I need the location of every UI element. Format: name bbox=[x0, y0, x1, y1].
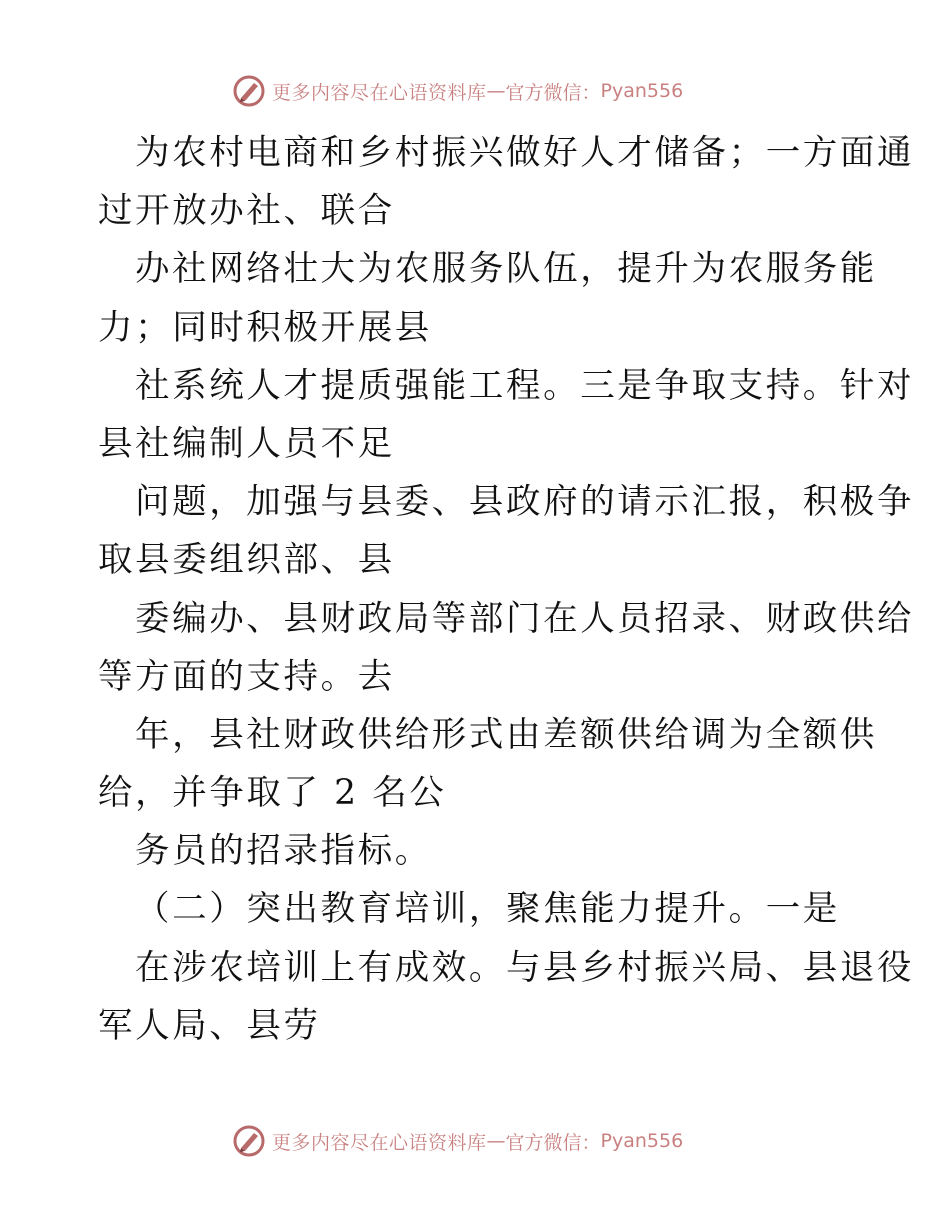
watermark-wechat-id: Pyan556 bbox=[600, 1130, 684, 1152]
text-line: 军人局、县劳 bbox=[98, 1005, 321, 1046]
watermark-main-text: 更多内容尽在心语资料库 bbox=[272, 81, 487, 104]
watermark-separator: — bbox=[486, 1130, 506, 1152]
text-line: 力；同时积极开展县 bbox=[98, 307, 432, 348]
pen-seal-icon bbox=[232, 74, 266, 108]
watermark-main-text: 更多内容尽在心语资料库 bbox=[272, 1131, 487, 1154]
text-line: 县社编制人员不足 bbox=[98, 423, 395, 464]
text-line: 委编办、县财政局等部门在人员招录、财政供给 bbox=[135, 598, 915, 639]
document-body bbox=[98, 124, 915, 1055]
watermark-separator: — bbox=[486, 80, 506, 102]
text-line: 取县委组织部、县 bbox=[98, 540, 395, 581]
text-line: 年，县社财政供给形式由差额供给调为全额供 bbox=[135, 714, 877, 755]
watermark-sub-text: 官方微信： bbox=[505, 81, 601, 104]
text-line: 务员的招录指标。 bbox=[135, 831, 432, 872]
watermark-wechat-id: Pyan556 bbox=[600, 80, 684, 102]
pen-seal-icon bbox=[232, 1124, 266, 1158]
text-line: 办社网络壮大为农服务队伍，提升为农服务能 bbox=[135, 249, 877, 290]
text-line: 给，并争取了 2 名公 bbox=[98, 773, 447, 814]
text-line: （二）突出教育培训，聚焦能力提升。一是 bbox=[135, 889, 840, 930]
text-line: 在涉农培训上有成效。与县乡村振兴局、县退役 bbox=[135, 947, 915, 988]
text-line: 过开放办社、联合 bbox=[98, 191, 395, 232]
footer-watermark bbox=[232, 1124, 683, 1158]
text-line: 社系统人才提质强能工程。三是争取支持。针对 bbox=[135, 365, 915, 406]
header-watermark bbox=[232, 74, 683, 108]
watermark-sub-text: 官方微信： bbox=[505, 1131, 601, 1154]
text-line: 等方面的支持。去 bbox=[98, 656, 395, 697]
text-line: 问题，加强与县委、县政府的请示汇报，积极争 bbox=[135, 482, 915, 523]
text-line: 为农村电商和乡村振兴做好人才储备；一方面通 bbox=[135, 133, 915, 173]
